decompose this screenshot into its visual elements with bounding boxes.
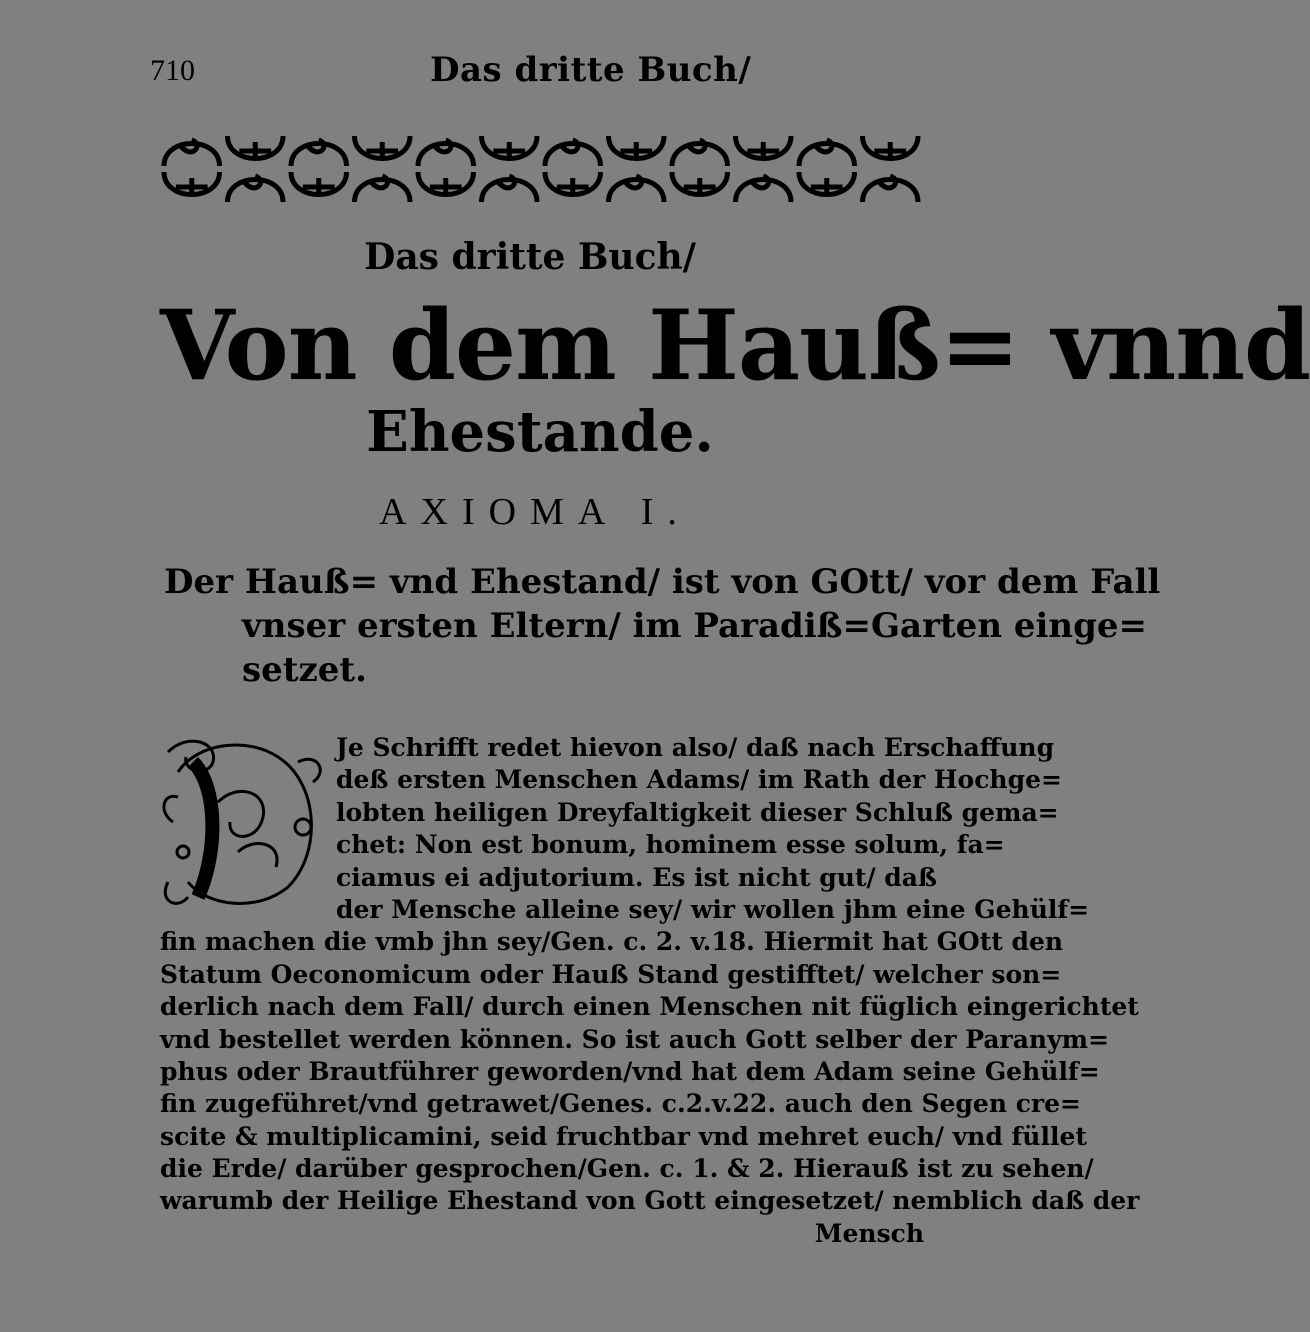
ornament-motif <box>545 172 601 196</box>
body-line: scite & multiplicamini, seid fruchtbar vnd mehret euch/ vnd füllet <box>160 1121 1087 1151</box>
book-subtitle: Das dritte Buch/ <box>364 236 696 278</box>
body-line: derlich nach dem Fall/ durch einen Menschen nit füglich eingerichtet <box>160 992 1139 1022</box>
ornament-motif <box>799 140 855 166</box>
ornament-motif <box>609 136 665 160</box>
body-line: fin machen die vmb jhn sey/Gen. c. 2. v.18. Hiermit hat GOtt den <box>160 927 1064 957</box>
ornament-motif <box>355 176 411 202</box>
page-number: 710 <box>150 54 195 87</box>
body-line: Statum Oeconomicum oder Hauß Stand gestifftet/ welcher son= <box>160 959 1062 989</box>
ornament-motif <box>228 136 284 160</box>
ornament-motif <box>482 136 538 160</box>
ornament-motif <box>228 176 284 202</box>
body-line: Je Schrifft redet hievon also/ daß nach Erschaffung <box>336 733 1055 762</box>
dropcap-letter: D <box>158 732 159 733</box>
body-line: lobten heiligen Dreyfaltigkeit dieser Schluß gema= <box>336 797 1059 827</box>
ornament-motif <box>164 140 220 166</box>
ornament-motif <box>291 172 347 196</box>
body-line: deß ersten Menschen Adams/ im Rath der Hochge= <box>336 765 1062 795</box>
catchword: Mensch <box>814 1218 924 1248</box>
body-line: phus oder Brautführer geworden/vnd hat dem Adam seine Gehülf= <box>160 1056 1100 1086</box>
ornament-motif <box>736 176 792 202</box>
running-head <box>150 50 930 100</box>
axiom-statement <box>164 560 1161 692</box>
ornament-motif <box>291 140 347 166</box>
body-line: ciamus ei adjutorium. Es ist nicht gut/ daß <box>336 862 937 892</box>
ornament-motif <box>863 176 919 202</box>
ornament-motif <box>355 136 411 160</box>
body-line: fin zugeführet/vnd getrawet/Genes. c.2.v.22. auch den Segen cre= <box>160 1089 1081 1119</box>
ornament-motif <box>418 140 474 166</box>
ornament-motif <box>799 172 855 196</box>
chapter-title-line1: Von dem Hauß= vnnd <box>160 289 1310 402</box>
ornament-motif <box>609 176 665 202</box>
body-text <box>160 732 1140 1250</box>
ornament-motif <box>672 140 728 166</box>
running-title: Das dritte Buch/ <box>430 50 752 90</box>
ornament-motif <box>736 136 792 160</box>
axiom-line: setzet. <box>242 650 367 690</box>
ornament-motif <box>863 136 919 160</box>
body-line: chet: Non est bonum, hominem esse solum, fa= <box>336 830 1005 860</box>
axiom-line: Der Hauß= vnd Ehestand/ ist von GOtt/ vor dem Fall <box>164 562 1161 602</box>
chapter-title-line2: Ehestande. <box>366 399 714 465</box>
ornament-motif <box>164 172 220 196</box>
body-line: vnd bestellet werden können. So ist auch Gott selber der Paranym= <box>160 1024 1110 1054</box>
ornament-motif <box>418 172 474 196</box>
body-line: der Mensche alleine sey/ wir wollen jhm eine Gehülf= <box>336 894 1090 924</box>
body-line: die Erde/ darüber gesprochen/Gen. c. 1. & 2. Hierauß ist zu sehen/ <box>160 1154 1094 1184</box>
ornament-motif <box>545 140 601 166</box>
ornament-motif <box>672 172 728 196</box>
axiom-line: vnser ersten Eltern/ im Paradiß=Garten einge= <box>242 606 1148 646</box>
ornamental-band-icon <box>160 128 922 210</box>
ornament-motif <box>482 176 538 202</box>
axioma-heading: AXIOMA I. <box>379 491 691 533</box>
body-line: warumb der Heilige Ehestand von Gott eingesetzet/ nemblich daß der <box>160 1186 1140 1216</box>
